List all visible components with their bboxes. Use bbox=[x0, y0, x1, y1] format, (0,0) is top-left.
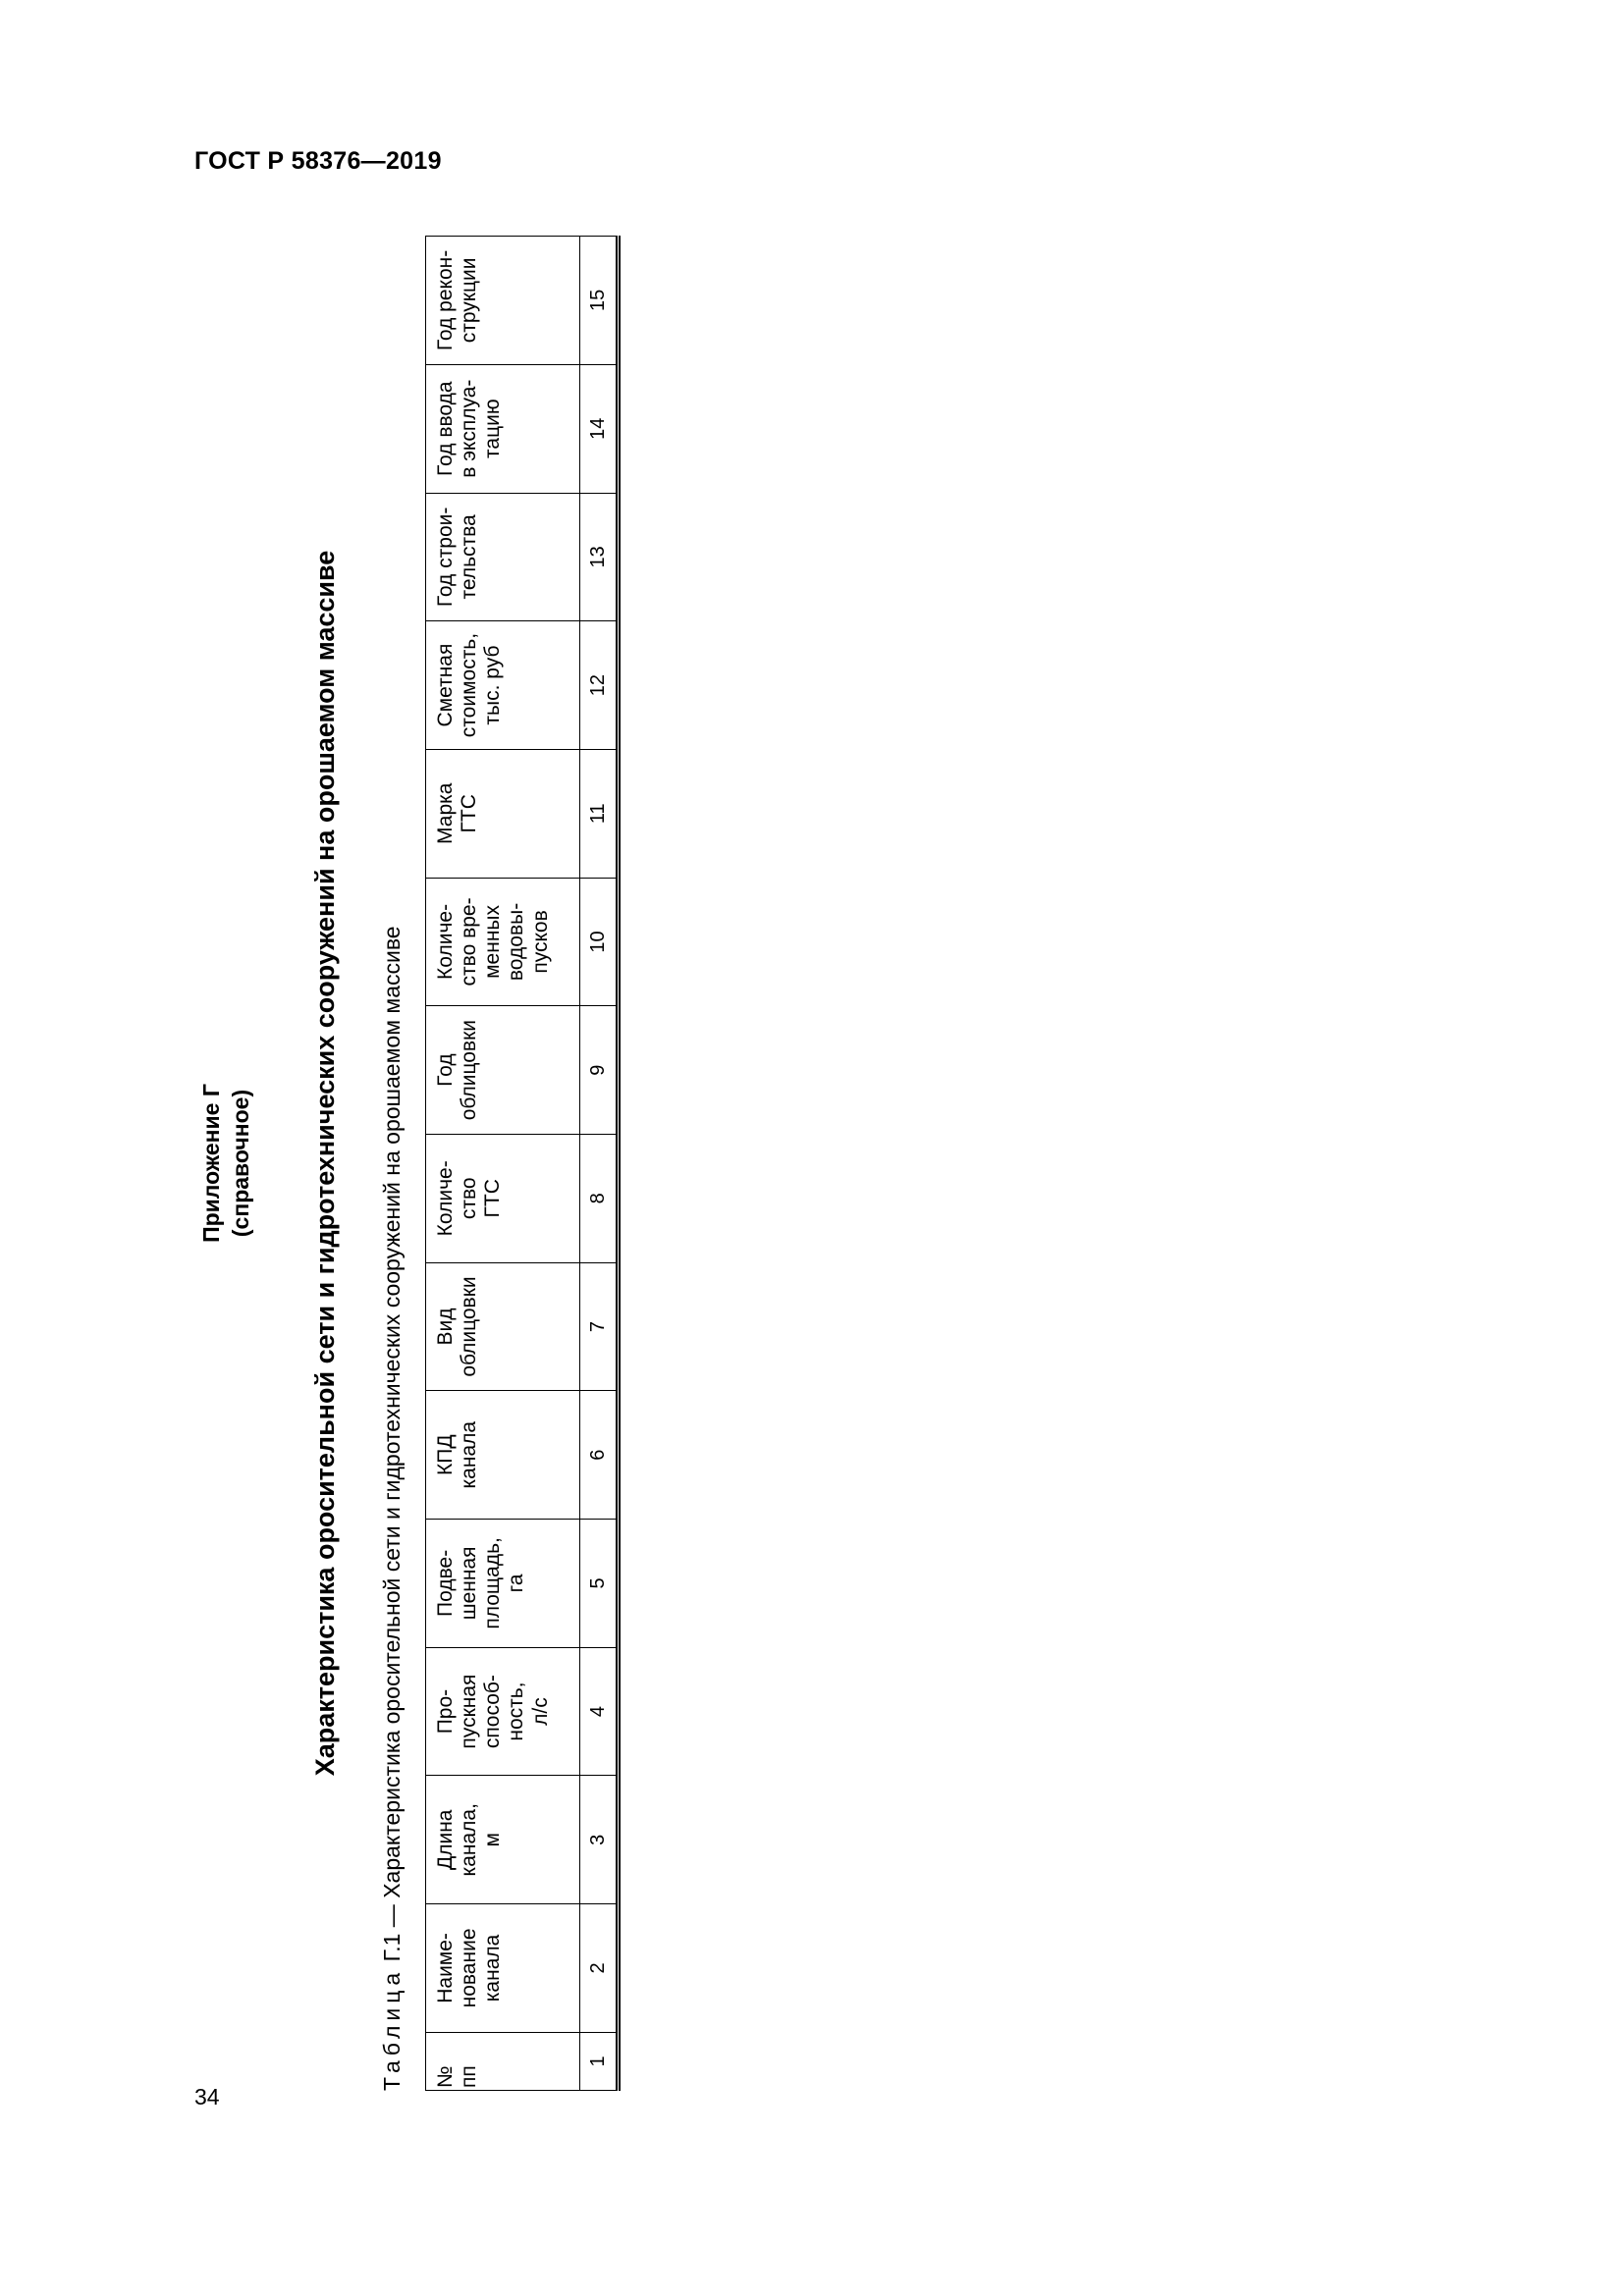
table-column-number-cell: 9 bbox=[580, 1006, 619, 1135]
table-column-number-cell: 7 bbox=[580, 1262, 619, 1391]
table-header-cell: Длина канала, м bbox=[426, 1776, 580, 1904]
document-code: ГОСТ Р 58376—2019 bbox=[194, 147, 442, 175]
table-column-number-cell: 12 bbox=[580, 621, 619, 750]
table-header-cell: Про- пускная способ- ность, л/с bbox=[426, 1647, 580, 1776]
table-header-cell: Подве- шенная площадь, га bbox=[426, 1520, 580, 1648]
table-column-number-cell: 15 bbox=[580, 237, 619, 365]
table-caption-prefix: Таблица bbox=[379, 1967, 405, 2091]
table-column-number-cell: 2 bbox=[580, 1904, 619, 2033]
table-header-cell: Марка ГТС bbox=[426, 749, 580, 878]
appendix-title: Приложение Г bbox=[198, 1084, 224, 1243]
rotated-content bbox=[187, 236, 619, 2091]
table-header-cell: Наиме- нование канала bbox=[426, 1904, 580, 2033]
table-column-number-cell: 8 bbox=[580, 1134, 619, 1262]
appendix-subtitle: (справочное) bbox=[228, 1089, 253, 1238]
table-column-number-cell: 3 bbox=[580, 1776, 619, 1904]
table-column-number-cell: 14 bbox=[580, 364, 619, 493]
table-column-number-cell: 4 bbox=[580, 1647, 619, 1776]
page-number: 34 bbox=[194, 2084, 220, 2109]
table-header-cell: Вид облицовки bbox=[426, 1262, 580, 1391]
table-column-number-cell: 5 bbox=[580, 1520, 619, 1648]
table-column-number-row bbox=[580, 237, 619, 2091]
table-column-number-cell: 1 bbox=[580, 2032, 619, 2090]
table-header-cell: Год строи- тельства bbox=[426, 493, 580, 621]
table-caption bbox=[379, 926, 406, 2091]
table-caption-number: Г.1 bbox=[379, 1933, 405, 1962]
table-header-cell: Сметная стоимость, тыс. руб bbox=[426, 621, 580, 750]
table-header-row bbox=[426, 237, 580, 2091]
table-column-number-cell: 11 bbox=[580, 749, 619, 878]
table-column-number-cell: 13 bbox=[580, 493, 619, 621]
characteristics-table bbox=[425, 236, 621, 2091]
table-caption-text: — Характеристика оросительной сети и гидротехнических сооружений на орошаемом массиве bbox=[379, 926, 405, 1928]
section-title: Характеристика оросительной сети и гидротехнических сооружений на орошаемом массиве bbox=[310, 550, 340, 1777]
table-header-cell: Год облицовки bbox=[426, 1006, 580, 1135]
table-header-cell: Количе- ство ГТС bbox=[426, 1134, 580, 1262]
table-column-number-cell: 6 bbox=[580, 1391, 619, 1520]
table-header-cell: Год рекон- струкции bbox=[426, 237, 580, 365]
table-header-cell: Год ввода в эксплуа- тацию bbox=[426, 364, 580, 493]
table-header-cell: Количе- ство вре- менных водовы- пусков bbox=[426, 878, 580, 1006]
table-header-cell: № пп bbox=[426, 2032, 580, 2090]
table-column-number-cell: 10 bbox=[580, 878, 619, 1006]
table-header-cell: КПД канала bbox=[426, 1391, 580, 1520]
